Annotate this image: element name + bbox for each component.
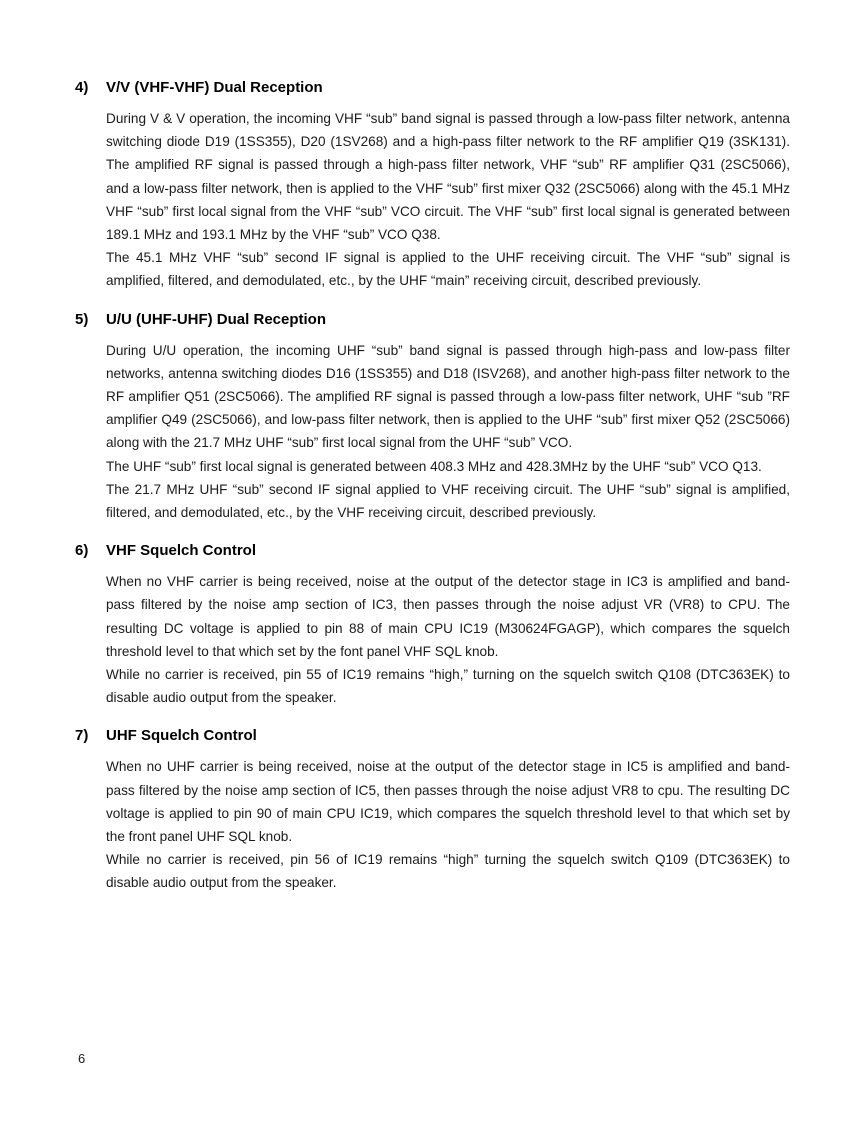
paragraph: While no carrier is received, pin 56 of IC19 remains “high” turning the squelch switch Q109 (DTC363EK) to disable audio output from the speaker.: [106, 852, 790, 891]
page-number: 6: [78, 1051, 86, 1066]
section-vhf-squelch-control: [75, 541, 790, 709]
section-heading: [75, 541, 790, 561]
paragraph: When no UHF carrier is being received, noise at the output of the detector stage in IC5 is amplified and band-pass filtered by the noise amp section of IC5, then passes through the noise adjust VR8 to cpu. The resulting DC voltage is applied to pin 90 of main CPU IC19, which compares the squelch threshold level to that which set by the front panel UHF SQL knob.: [106, 759, 790, 845]
section-number: 6): [75, 542, 89, 560]
paragraph: The 21.7 MHz UHF “sub” second IF signal applied to VHF receiving circuit. The UHF “sub” signal is amplified, filtered, and demodulated, etc., by the VHF receiving circuit, described previously.: [106, 481, 790, 521]
section-uhf-squelch-control: [75, 726, 790, 894]
paragraph: The UHF “sub” first local signal is generated between 408.3 MHz and 428.3MHz by the UHF “sub” VCO Q13.: [106, 458, 762, 474]
paragraph: During U/U operation, the incoming UHF “sub” band signal is passed through high-pass and low-pass filter networks, antenna switching diodes D16 (1SS355) and D18 (ISV268), and another high-pass filter network to the RF amplifier Q51 (2SC5066). The amplified RF signal is passed through a low-pass filter network, UHF “sub ”RF amplifier Q49 (2SC5066), and low-pass filter network, then is applied to the UHF “sub” first mixer Q52 (2SC5066) along with the 21.7 MHz UHF “sub” first local signal from the UHF “sub” VCO.: [106, 342, 790, 451]
section-title: UHF Squelch Control: [106, 727, 257, 745]
section-body: [106, 755, 790, 894]
section-heading: [75, 726, 790, 746]
section-title: U/U (UHF-UHF) Dual Reception: [106, 310, 326, 328]
paragraph: While no carrier is received, pin 55 of IC19 remains “high,” turning on the squelch switch Q108 (DTC363EK) to disable audio output from the speaker.: [106, 667, 790, 706]
section-uu-dual-reception: [75, 310, 790, 525]
section-vv-dual-reception: [75, 78, 790, 293]
section-number: 5): [75, 310, 89, 328]
section-body: [106, 107, 790, 293]
paragraph: During V & V operation, the incoming VHF “sub” band signal is passed through a low-pass filter network, antenna switching diode D19 (1SS355), D20 (1SV268) and a high-pass filter network to the RF amplifier Q19 (3SK131). The amplified RF signal is passed through a high-pass filter network, VHF “sub” RF amplifier Q31 (2SC5066), and a low-pass filter network, then is applied to the VHF “sub” first mixer Q32 (2SC5066) along with the 45.1 MHz VHF “sub” first local signal from the VHF “sub” VCO circuit. The VHF “sub” first local signal is generated between 189.1 MHz and 193.1 MHz by the VHF “sub” VCO Q38.: [106, 111, 790, 243]
section-number: 4): [75, 79, 89, 96]
section-title: V/V (VHF-VHF) Dual Reception: [106, 79, 323, 96]
paragraph: The 45.1 MHz VHF “sub” second IF signal is applied to the UHF receiving circuit. The VHF “sub” signal is amplified, filtered, and demodulated, etc., by the UHF “main” receiving circuit, described previously.: [106, 250, 790, 289]
section-heading: [75, 310, 790, 330]
section-body: [106, 339, 790, 525]
section-body: [106, 570, 790, 709]
paragraph: When no VHF carrier is being received, noise at the output of the detector stage in IC3 is amplified and band-pass filtered by the noise amp section of IC3, then passes through the noise adjust VR (VR8) to CPU. The resulting DC voltage is applied to pin 88 of main CPU IC19 (M30624FGAGP), which compares the squelch threshold level to that which set by the font panel VHF SQL knob.: [106, 574, 790, 659]
section-heading: [75, 78, 790, 98]
section-number: 7): [75, 727, 89, 745]
section-title: VHF Squelch Control: [106, 542, 256, 560]
